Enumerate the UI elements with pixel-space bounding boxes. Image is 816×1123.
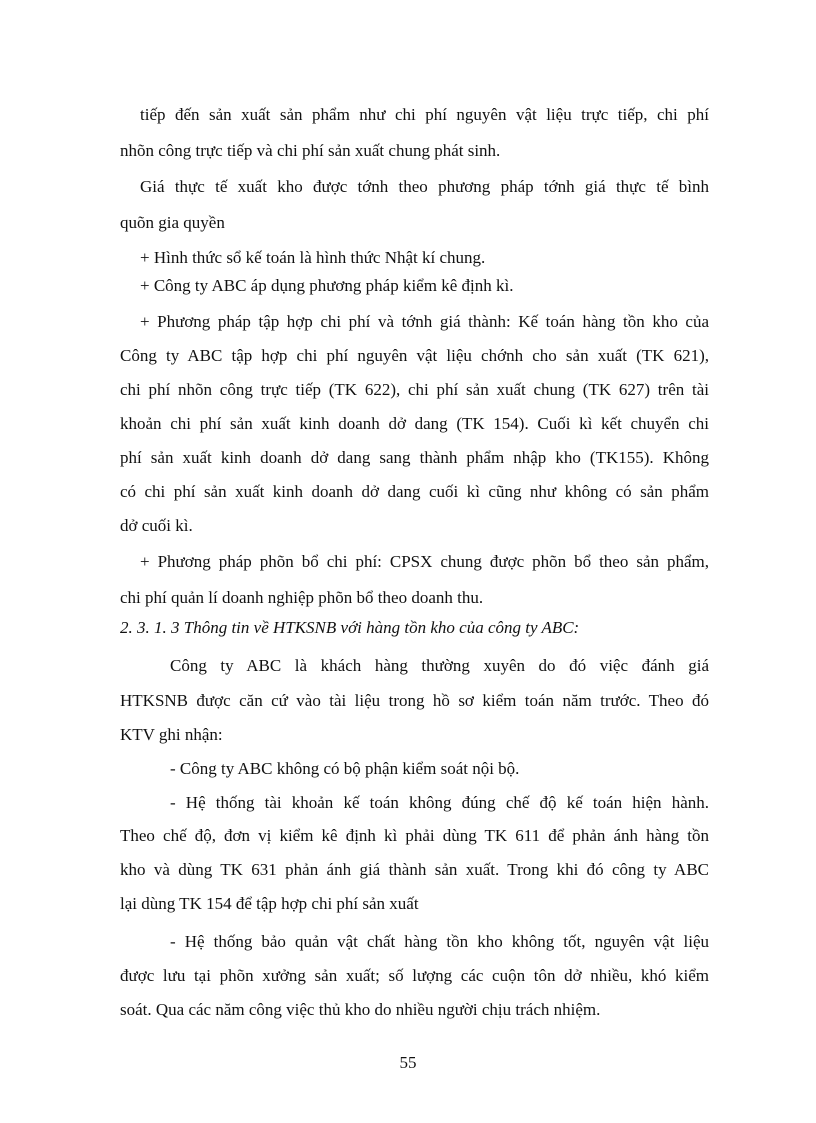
paragraph-line: + Công ty ABC áp dụng phương pháp kiểm kê định kì. bbox=[140, 276, 514, 295]
paragraph-line: KTV ghi nhận: bbox=[120, 725, 223, 744]
paragraph-line: kho và dùng TK 631 phản ánh giá thành sản xuất. Trong khi đó công ty ABC bbox=[120, 860, 709, 879]
paragraph-line: có chi phí sản xuất kinh doanh dở dang cuối kì cũng như không có sản phẩm bbox=[120, 482, 709, 501]
paragraph-line: chi phí quản lí doanh nghiệp phõn bổ theo doanh thu. bbox=[120, 588, 484, 607]
paragraph-line: Giá thực tế xuất kho được tớnh theo phương pháp tớnh giá thực tế bình bbox=[140, 177, 709, 196]
paragraph-line: tiếp đến sản xuất sản phẩm như chi phí nguyên vật liệu trực tiếp, chi phí bbox=[140, 105, 709, 124]
paragraph-line: Công ty ABC là khách hàng thường xuyên do đó việc đánh giá bbox=[170, 656, 709, 675]
paragraph-line: phí sản xuất kinh doanh dở dang sang thành phẩm nhập kho (TK155). Không bbox=[120, 448, 709, 467]
paragraph-line: + Phương pháp phõn bổ chi phí: CPSX chung được phõn bổ theo sản phẩm, bbox=[140, 552, 709, 571]
paragraph-line: - Công ty ABC không có bộ phận kiểm soát nội bộ. bbox=[170, 759, 520, 778]
paragraph-line: - Hệ thống bảo quản vật chất hàng tồn kho không tốt, nguyên vật liệu bbox=[170, 932, 709, 951]
paragraph-line: Theo chế độ, đơn vị kiểm kê định kì phải dùng TK 611 để phản ánh hàng tồn bbox=[120, 826, 709, 845]
paragraph-line: - Hệ thống tài khoản kế toán không đúng chế độ kế toán hiện hành. bbox=[170, 793, 709, 812]
paragraph-line: + Hình thức sổ kế toán là hình thức Nhật kí chung. bbox=[140, 248, 486, 267]
paragraph-line: quõn gia quyền bbox=[120, 213, 225, 232]
paragraph-line: chi phí nhõn công trực tiếp (TK 622), chi phí sản xuất chung (TK 627) trên tài bbox=[120, 380, 709, 399]
paragraph-line: lại dùng TK 154 để tập hợp chi phí sản xuất bbox=[120, 894, 419, 913]
paragraph-line: được lưu tại phõn xưởng sản xuất; số lượng các cuộn tôn dở nhiều, khó kiểm bbox=[120, 966, 709, 985]
paragraph-line: HTKSNB được căn cứ vào tài liệu trong hồ sơ kiểm toán năm trước. Theo đó bbox=[120, 691, 709, 710]
paragraph-line: khoản chi phí sản xuất kinh doanh dở dang (TK 154). Cuối kì kết chuyển chi bbox=[120, 414, 709, 433]
section-heading: 2. 3. 1. 3 Thông tin về HTKSNB với hàng tồn kho của công ty ABC: bbox=[120, 618, 580, 637]
paragraph-line: dở cuối kì. bbox=[120, 516, 193, 535]
paragraph-line: Công ty ABC tập hợp chi phí nguyên vật liệu chớnh cho sản xuất (TK 621), bbox=[120, 346, 709, 365]
paragraph-line: soát. Qua các năm công việc thủ kho do nhiều người chịu trách nhiệm. bbox=[120, 1000, 601, 1019]
page-number: 55 bbox=[399, 1053, 417, 1072]
paragraph-line: nhõn công trực tiếp và chi phí sản xuất chung phát sinh. bbox=[120, 141, 501, 160]
paragraph-line: + Phương pháp tập hợp chi phí và tớnh giá thành: Kế toán hàng tồn kho của bbox=[140, 312, 709, 331]
